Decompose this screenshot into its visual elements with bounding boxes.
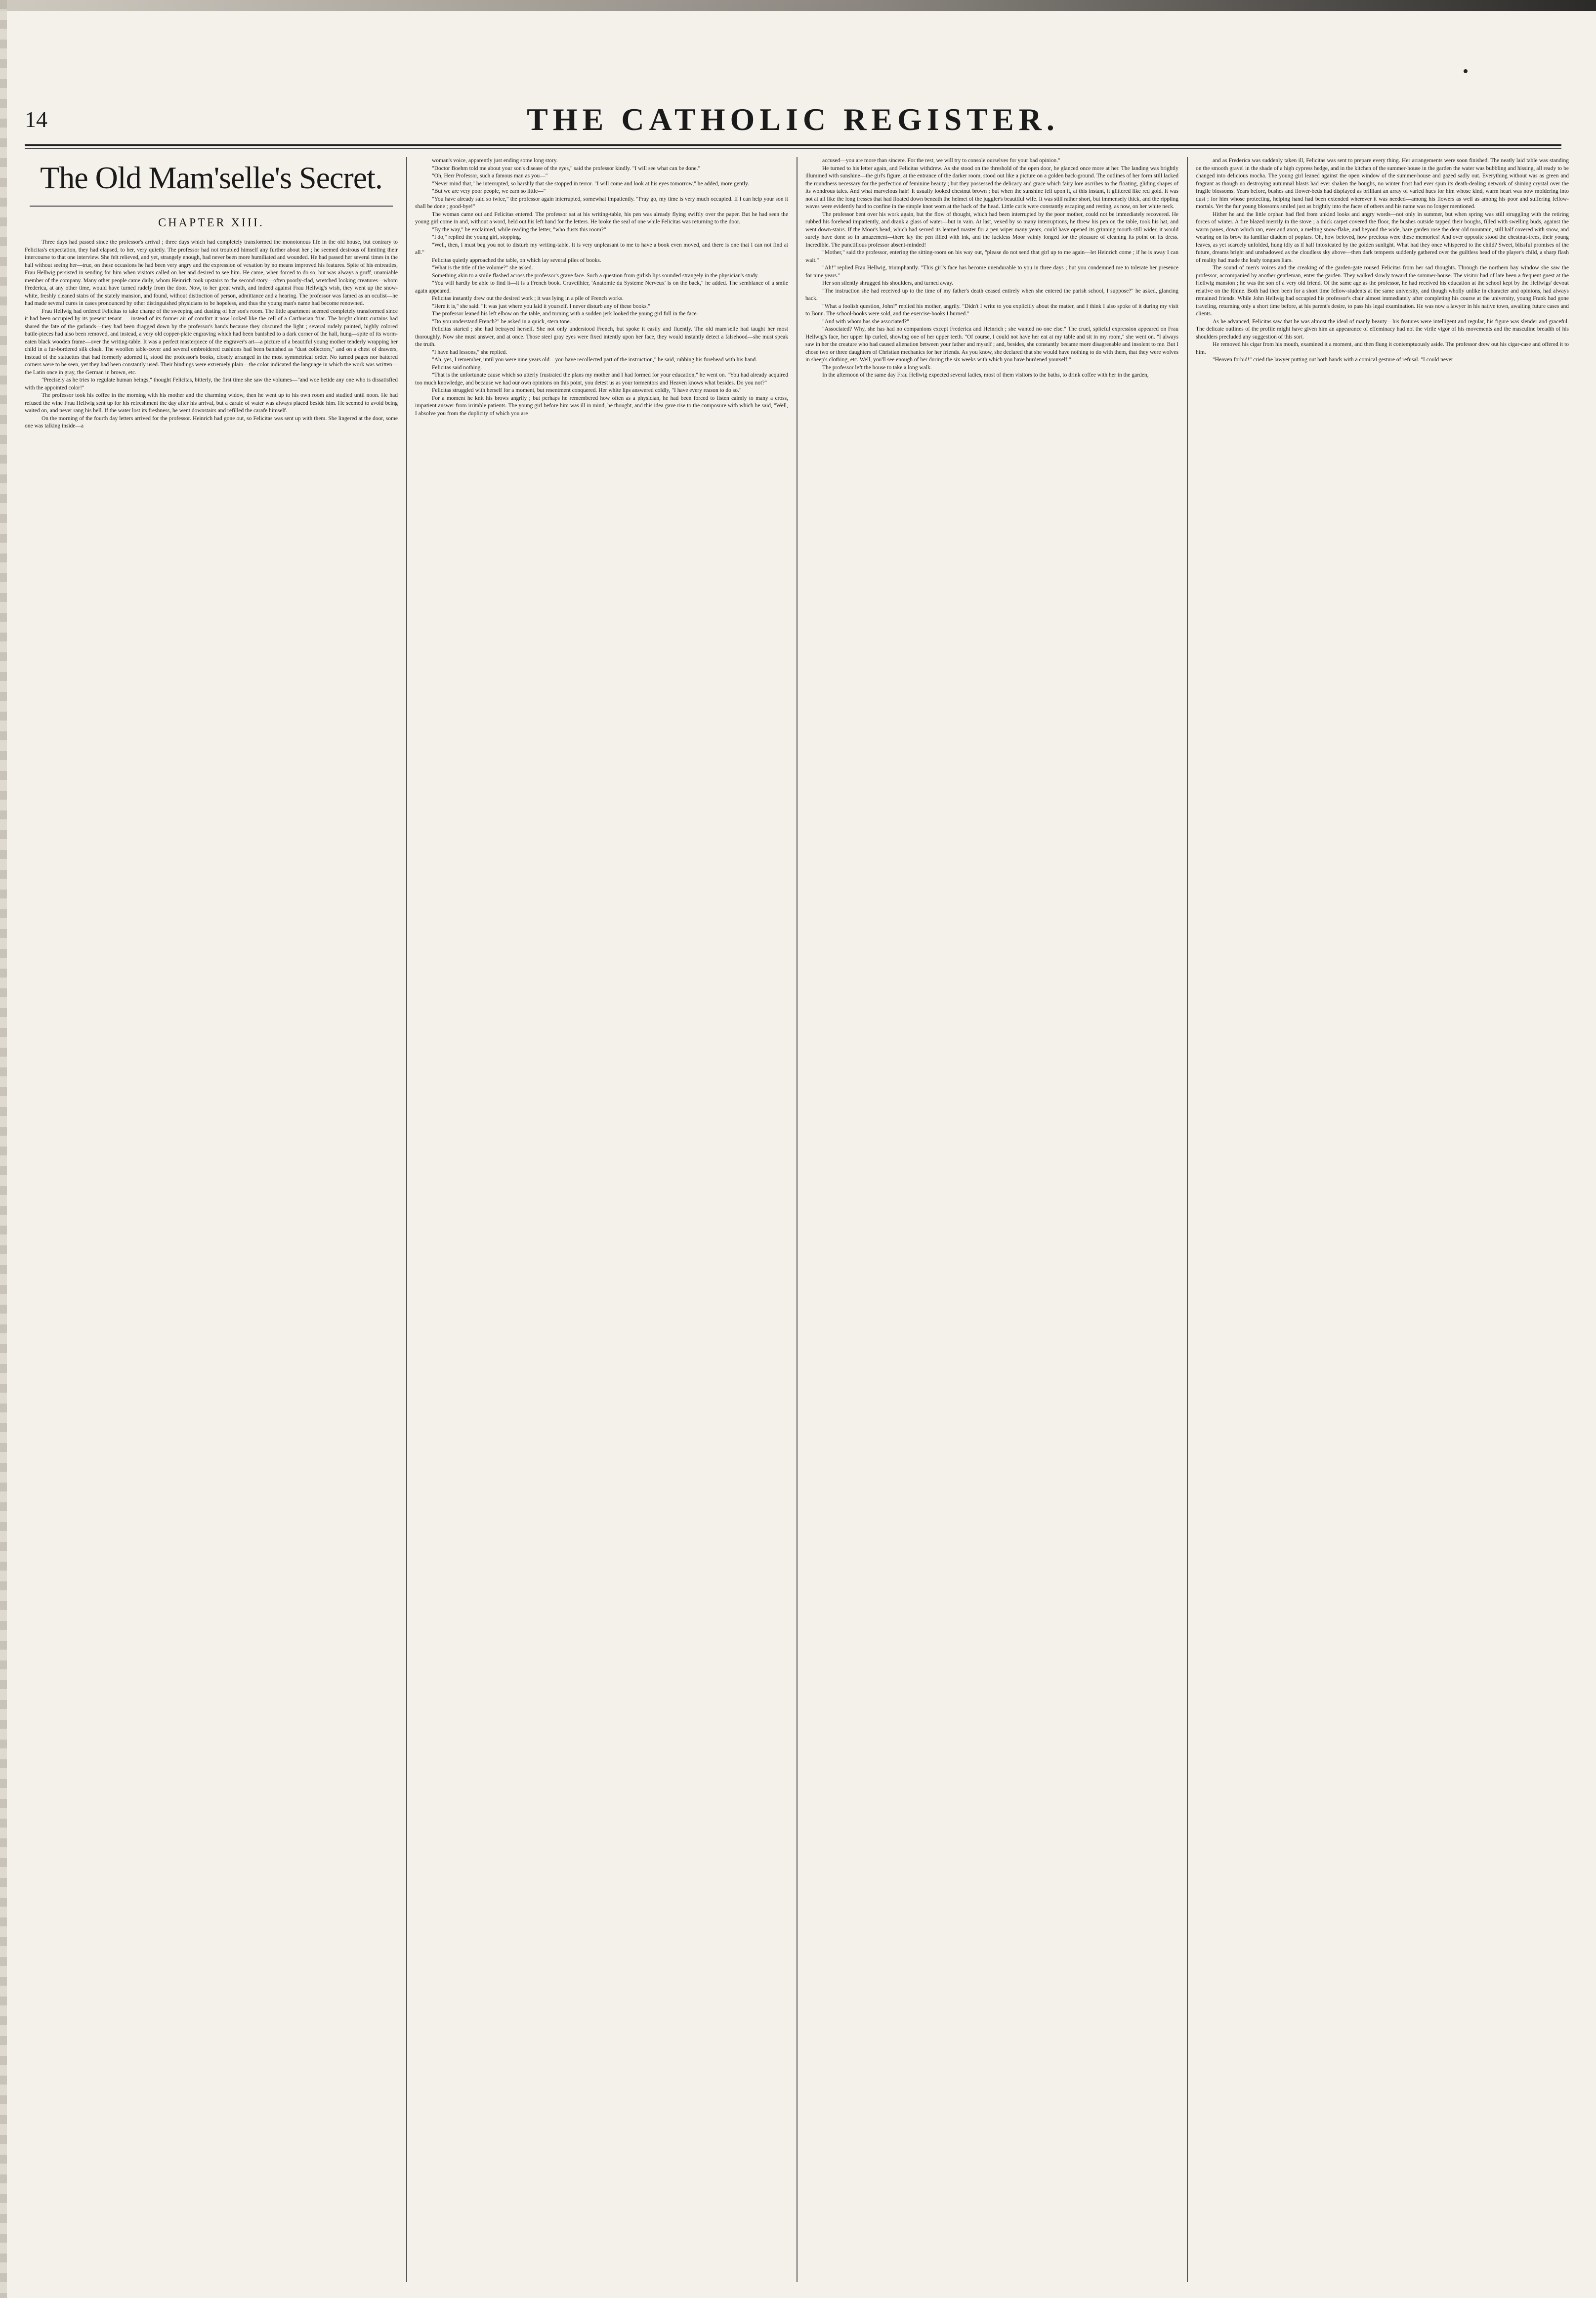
paragraph: The woman came out and Felicitas entered. The professor sat at his writing-table, his pen was already flying swiftly over the paper. But he had seen the young girl come in and, without a word, held out his left hand for the letters. He broke the seal of one while Felicitas was returning to the door. xyxy=(415,211,788,225)
paragraph: "By the way," he exclaimed, while reading the letter, "who dusts this room?" xyxy=(432,226,606,233)
paragraph: "Ah, yes, I remember, until you were nine years old—you have recollected part of the instruction," he said, rubbing his forehead with his hand. xyxy=(432,357,757,363)
paragraph: "You have already said so twice," the professor again interrupted, somewhat impatiently. "Pray go, my time is very much occupied. If I can help your son it shall be done ; good-bye!" xyxy=(415,196,788,210)
column-divider xyxy=(1187,157,1188,2282)
paragraph: "Precisely as he tries to regulate human beings," thought Felicitas, bitterly, the first time she saw the volumes—"and woe betide any one who is dissatisfied with the appointed color!" xyxy=(25,377,398,391)
page-header xyxy=(25,101,1561,141)
page-number: 14 xyxy=(25,107,47,132)
paragraph: Felicitas said nothing. xyxy=(432,364,482,371)
text-columns xyxy=(25,157,1569,2282)
paragraph: "The instruction she had received up to the time of my father's death ceased entirely when she entered the parish school, I suppose?" he asked, glancing back. xyxy=(805,288,1178,301)
paragraph: The sound of men's voices and the creaking of the garden-gate roused Felicitas from her sad thoughts. Through the northern bay window she saw the professor, accompanied by another gentleman, enter the garden. They walked slowly toward the summer-house. The visitor had of late been a frequent guest at the Hellwig mansion ; he was the son of a very old friend. Of the same age as the professor, he had received his education at the school kept by the Hellwigs' devout relative on the Rhine. Both had then been for a short time fellow-students at the same university, and though wholly unlike in character and opinions, had always remained friends. While John Hellwig had occupied his professor's chair almost immediately after completing his course at the university, young Frank had gone traveling, returning only a short time before, at his parent's desire, to pass his legal examination. He was now a lawyer in his native town, awaiting future cases and clients. xyxy=(1196,265,1569,317)
paragraph: "Do you understand French?" he asked in a quick, stern tone. xyxy=(432,318,571,325)
column-2-body xyxy=(415,157,788,418)
paragraph: He turned to his letter again, and Felicitas withdrew. As she stood on the threshold of the open door, he glanced once more at her. The landing was brightly illumined with sunshine—the girl's figure, at the entrance of the darker room, stood out like a picture on a golden back-ground. The outlines of her form still lacked the roundness necessary for the perfection of feminine beauty ; but they possessed the delicacy and grace which fairy lore ascribes to the floating, gliding shapes of its wondrous tales. And what marvelous hair! It usually looked chestnut brown ; but when the sunshine fell upon it, at this instant, it glittered like red gold. It was not at all like the long tresses that had floated down beneath the helmet of the juggler's beautiful wife. It was still rather short, but immensely thick, and the rippling waves were evidently hard to confine in the simple knot worn at the back of the head. Little curls were constantly escaping and resting, as now, on her white neck. xyxy=(805,165,1178,210)
paragraph: "That is the unfortunate cause which so utterly frustrated the plans my mother and I had formed for your education," he went on. "You had already acquired too much knowledge, and because we had our own opinions on this point, you detest us as your tormentors and Heaven knows what besides. Do you not?" xyxy=(415,372,788,386)
paragraph: As he advanced, Felicitas saw that he was almost the ideal of manly beauty—his features were intelligent and regular, his figure was slender and graceful. The delicate outlines of the profile might have given him an appearance of effeminacy had not the virile vigor of his movements and the masculine breadth of his shoulders precluded any suggestion of this sort. xyxy=(1196,318,1569,340)
paragraph: "You will hardly be able to find it—it is a French book. Cruveilhier, 'Anatomie du Systeme Nerveux' is on the back," he added. The semblance of a smile again appeared. xyxy=(415,280,788,294)
paragraph: and as Frederica was suddenly taken ill, Felicitas was sent to prepare every thing. Her arrangements were soon finished. The neatly laid table was standing on the smooth gravel in the shade of a high cypress hedge, and in the kitchen of the summer-house in the garden the water was bubbling and hissing, all ready to be changed into delicious mocha. The young girl leaned against the open window of the summer-house and gazed sadly out. Everything without was as green and fragrant as though no destroying autumnal blasts had ever shaken the boughs, no winter frost had ever spun its death-dealing network of shining crystal over the fragile blossoms. Years before, bushes and flower-beds had displayed as brilliant an array of varied hues for him whose kind, warm heart was now moldering into dust ; for him whose protecting, helping hand had been extended wherever it was needed—among his flowers as well as among his poor and suffering fellow-mortals. Yet the fair young blossoms smiled just as brightly into the faces of others and his name was no longer mentioned. xyxy=(1196,158,1569,210)
paragraph: Felicitas quietly approached the table, on which lay several piles of books. xyxy=(432,257,601,263)
paragraph: "Heaven forbid!" cried the lawyer putting out both hands with a comical gesture of refusal. "I could never xyxy=(1213,357,1453,363)
paragraph: accused—you are more than sincere. For the rest, we will try to console ourselves for your bad opinion." xyxy=(822,158,1060,164)
paragraph: "What a foolish question, John!" replied his mother, angrily. "Didn't I write to you explicitly about the matter, and I think I also spoke of it during my visit to Bonn. The school-books were sold, and the exercise-books I burned." xyxy=(805,303,1178,317)
ink-speck xyxy=(1464,69,1468,73)
title-rule xyxy=(30,206,393,207)
paragraph: The professor left the house to take a long walk. xyxy=(822,364,932,371)
paragraph: "Associated? Why, she has had no companions except Frederica and Heinrich ; she wanted no one else." The cruel, spiteful expression appeared on Frau Hellwig's face, her upper lip curled, showing one of her upper teeth. "Of course, I could not have her eat at my table and sit in my room," she went on. "I always saw in her the creature who had caused alienation between your father and myself ; and, besides, she constantly became more disagreeable and insolent to me. But I chose two or three daughters of Christian mechanics for her friends. As you know, she declared that she would have nothing to do with them, that they were wolves in sheep's clothing, etc. Well, you'll see enough of her during the six weeks with which you have burdened yourself." xyxy=(805,326,1178,363)
paragraph: "Doctor Boehm told me about your son's disease of the eyes," said the professor kindly. "I will see what can be done." xyxy=(432,165,701,171)
paragraph: He removed his cigar from his mouth, examined it a moment, and then flung it contemptuously aside. The professor drew out his cigar-case and offered it to him. xyxy=(1196,341,1569,355)
masthead: THE CATHOLIC REGISTER. xyxy=(527,102,1059,137)
scan-left-edge xyxy=(0,0,7,2298)
paragraph: "Oh, Herr Professor, such a famous man as you—" xyxy=(432,173,548,179)
paragraph: Three days had passed since the professor's arrival ; three days which had completely transformed the monotonous life in the old house, but contrary to Felicitas's expectation, they had elapsed, to her, very quietly. The professor had not troubled himself any further about her ; he seemed desirous of limiting their intercourse to that one interview. She felt relieved, and yet, strangely enough, had never been more humiliated and wounded. He had passed her several times in the hall without seeing her—true, on these occasions he had been very angry and the expression of vexation by no means improved his features. Spite of his entreaties, Frau Hellwig persisted in sending for him when visitors called on her and desired to see him. He came, when forced to do so, but was always a gruff, unamiable member of the company. Many other people came daily, whom Heinrich took upstairs to the second story—often poorly-clad, wretched looking creatures—whom Frederica, at any other time, would have turned rudely from the door. Now, to her great wrath, and indeed against Frau Hellwig's wish, they went up the snow-white, freshly cleaned stairs of the stately mansion, and found, without distinction of person, admittance and a hearing. The professor was famed as an oculist—he had made several cures in cases pronounced by other distinguished physicians to be hopeless, and thus the young man's name had become renowned. xyxy=(25,239,398,306)
paragraph: "Mother," said the professor, entering the sitting-room on his way out, "please do not send that girl up to me again—let Heinrich come ; if he is away I can wait." xyxy=(805,250,1178,263)
paragraph: "Well, then, I must beg you not to disturb my writing-table. It is very unpleasant to me to have a book even moved, and there is one that I can not find at all." xyxy=(415,242,788,255)
header-rule xyxy=(25,144,1561,146)
paragraph: The professor took his coffee in the morning with his mother and the charming widow, then he went up to his own room and studied until noon. He had refused the wine Frau Hellwig sent up for his refreshment the day after his arrival, but a carafe of water was always placed beside him. He seemed to avoid being waited on, and never rang his bell. If the water lost its freshness, he went downstairs and refilled the carafe himself. xyxy=(25,392,398,414)
paragraph: Felicitas struggled with herself for a moment, but resentment conquered. Her white lips answered coldly, "I have every reason to do so." xyxy=(432,387,742,393)
paragraph: Hither he and the little orphan had fled from unkind looks and angry words—not only in summer, but when spring was still struggling with the retiring forces of winter. A fire blazed merrily in the stove ; a thick carpet covered the floor, the bushes outside tapped their boughs, filled with swelling buds, against the warm panes, down which ran, ever and anon, a melting snow-flake, and beyond the wide, bare garden rose the dear old mountain, still half covered with snow, and wearing on its brow its familiar diadem of poplars. Oh, how beloved, how precious were these memories! And over opposite stood the chestnut-trees, their young leaves, as yet scarcely unfolded, hung idly as if half intoxicated by the golden sunlight. What had they once whispered to the child? Sweet, blissful promises of the future, dreams bright and unshadowed as the cloudless sky above—then dark tempests suddenly gathered over the guiltless head of the player's child, a sharp flash of reality had made the leafy tongues liars. xyxy=(1196,211,1569,263)
paragraph: "Ah!" replied Frau Hellwig, triumphantly. "This girl's face has become unendurable to you in three days ; but you condemned me to tolerate her presence for nine years." xyxy=(805,265,1178,279)
paragraph: The professor leaned his left elbow on the table, and turning with a sudden jerk looked the young girl full in the face. xyxy=(432,311,698,317)
column-4 xyxy=(1196,157,1569,2282)
paragraph: woman's voice, apparently just ending some long story. xyxy=(432,158,558,164)
paragraph: "But we are very poor people, we earn so little—" xyxy=(432,188,546,194)
column-3 xyxy=(805,157,1178,2282)
column-1-body xyxy=(25,239,398,430)
paragraph: Something akin to a smile flashed across the professor's grave face. Such a question from girlish lips sounded strangely in the physician's study. xyxy=(432,272,759,279)
paragraph: "What is the title of the volume?" she asked. xyxy=(432,265,533,271)
paragraph: "Never mind that," he interrupted, so harshly that she stopped in terror. "I will come and look at his eyes tomorrow," he added, more gently. xyxy=(432,180,749,187)
header-rule-thin xyxy=(25,148,1561,149)
chapter-heading: CHAPTER XIII. xyxy=(158,216,264,229)
paragraph: The professor bent over his work again, but the flow of thought, which had been interrupted by the poor mother, could not be immediately recovered. He rubbed his forehead impatiently, and drank a glass of water—but in vain. At last, vexed by so many interruptions, he threw his pen on the table, took his hat, and went down-stairs. If the Moor's head, which had served its learned master for a pen wiper many years, could have opened its grinning mouth still wider, it would surely have done so in amazement—there lay the pen filled with ink, and the luckless Moor vainly longed for the pleasure of cleaning its point on its dress. Incredible. The punctilious professor absent-minded! xyxy=(805,211,1178,248)
column-divider xyxy=(406,157,407,2282)
paragraph: Felicitas started ; she had betrayed herself. She not only understood French, but spoke it easily and fluently. The old mam'selle had taught her most thoroughly. Now she must answer, and at once. Those steel gray eyes were fixed intently upon her face, they would instantly detect a falsehood—she must speak the truth. xyxy=(415,326,788,347)
column-1 xyxy=(25,157,398,2282)
paragraph: For a moment he knit his brows angrily ; but perhaps he remembered how often as a physician, he had been forced to listen calmly to many a cross, impatient answer from irritable patients. The young girl before him was ill in mind, he thought, and this idea gave rise to the composure with which he said, "Well, I absolve you from the duplicity of which you are xyxy=(415,395,788,417)
column-4-body xyxy=(1196,157,1569,364)
column-2 xyxy=(415,157,788,2282)
paragraph: "I do," replied the young girl, stopping. xyxy=(432,234,521,240)
column-divider xyxy=(797,157,798,2282)
column-3-body xyxy=(805,157,1178,380)
paragraph: Felicitas instantly drew out the desired work ; it was lying in a pile of French works. xyxy=(432,296,624,301)
paragraph: "Here it is," she said. "It was just where you laid it yourself. I never disturb any of these books." xyxy=(432,303,650,309)
scan-top-edge xyxy=(0,0,1596,11)
paragraph: "And with whom has she associated?" xyxy=(822,318,909,325)
paragraph: On the morning of the fourth day letters arrived for the professor. Heinrich had gone out, so Felicitas was sent up with them. She lingered at the door, some one was talking inside—a xyxy=(25,415,398,429)
story-title: The Old Mam'selle's Secret. xyxy=(40,160,382,195)
paragraph: Her son silently shrugged his shoulders, and turned away. xyxy=(822,280,953,286)
paragraph: "I have had lessons," she replied. xyxy=(432,349,507,355)
paragraph: In the afternoon of the same day Frau Hellwig expected several ladies, most of them visitors to the baths, to drink coffee with her in the garden, xyxy=(822,372,1149,378)
paragraph: Frau Hellwig had ordered Felicitas to take charge of the sweeping and dusting of her son's room. The little apartment seemed completely transformed since it had been occupied by its present tenant — instead of its former air of comfort it now looked like the cell of a Carthusian friar. The bright chintz curtains had shared the fate of the garlands—they had been dragged down by the professor's hands because they obscured the light ; several rudely painted, highly colored battle-pieces had also been removed, and instead, a very old copper-plate engraving which had been banished to a dark corner of the hall, hung—spite of its worm-eaten black wooden frame—over the writing-table. It was a perfect masterpiece of the engraver's art—a picture of a beautiful young mother tenderly wrapping her child in a fur-bordered silk cloak. The woollen table-cover and several embroidered cushions had been banished as "dust collectors," and on a chest of drawers, instead of the statuettes that had formerly adorned it, stood the professor's books, closely arranged in the most symmetrical order. No turned pages nor battered corners were to be seen, yet they had been constantly used. Their bindings were extremely plain—the color indicated the language in which the work was written—the Latin once in gray, the German in brown, etc. xyxy=(25,308,398,376)
